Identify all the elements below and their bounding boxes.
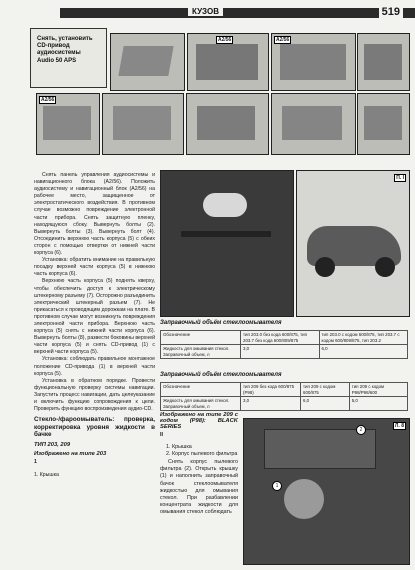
- photo-7: [186, 93, 269, 155]
- photo-engine-bay: [160, 170, 294, 317]
- device-shape: [113, 106, 171, 140]
- device-shape: [364, 44, 402, 80]
- paragraph: Установка в обратном порядке. Провести функциональную проверку системы навигации. Запустить процесс навигации, дать целеуказание и включить функцию сопровождения к цели. Проверить функцию воспроизведения аудио-CD.: [34, 377, 155, 413]
- photo-5: [36, 93, 100, 155]
- table-row: [161, 383, 408, 397]
- section-heading: Стекло-/фароомыватель: проверка, корректировка уровня жидкости в бачке: [34, 416, 155, 439]
- caption-italic: Изображено на типе 209 с кодом (P98): BLACK SERIES: [160, 412, 238, 430]
- capacity-table-2: [160, 382, 408, 411]
- table-cell: Жидкость для омывания стекол. Заправочный объем, л: [161, 397, 241, 411]
- table-cell: 5,0: [349, 397, 407, 411]
- capacity-table-1: [160, 330, 408, 359]
- table-cell: тип 209 с кодом 600/875: [301, 383, 350, 397]
- list-item: 1. Крышка: [166, 444, 192, 451]
- text-column-left: [34, 172, 155, 479]
- table-cell: тип 203.0 без кода 600/875, тип 203.7 без кода 600/809/875: [241, 331, 320, 345]
- table-cell: 3,0: [241, 397, 301, 411]
- paragraph: Установка: соблюдать правильное монтажное положение CD-привода (1) в верхней части корпуса (5).: [34, 356, 155, 377]
- photo-tag: A2/56: [41, 97, 55, 103]
- device-shape: [196, 44, 258, 80]
- car-wheel: [315, 257, 335, 277]
- table-row: [161, 345, 408, 359]
- subheading: ТИП 203, 209: [34, 441, 71, 448]
- photo-3: [271, 33, 356, 91]
- figure-caption: Снять, установить CD-привод аудиосистемы Audio 50 APS: [37, 36, 93, 64]
- section-title: КУЗОВ: [188, 7, 223, 16]
- photo-4: [357, 33, 410, 91]
- paragraph: Установка: обратить внимание на правильную посадку верхней части корпуса (5) в нижнюю часть корпуса (6).: [34, 257, 155, 278]
- list-item: 1. Крышка: [34, 472, 59, 479]
- photo-tag: П. I: [396, 175, 404, 181]
- reservoir-cap: [203, 193, 247, 217]
- table-cell: 6,0: [319, 345, 407, 359]
- list-item: 2. Корпус пылевого фильтра: [166, 451, 238, 458]
- table-caption: Заправочный объём стеклоомывателя: [160, 372, 282, 378]
- roman-numeral: II: [160, 432, 163, 438]
- page-number: 519: [379, 6, 403, 18]
- photo-9: [357, 93, 410, 155]
- table-cell: Обозначение: [161, 383, 241, 397]
- device-shape: [43, 106, 91, 140]
- photo-tag: A2/56: [218, 37, 232, 43]
- reservoir-cap: [284, 479, 324, 519]
- photo-tag: Л. 8: [394, 423, 404, 429]
- table-cell: тип 203.0 с кодом 600/875, тип 203.7 с кодом 600/809/875, тип 203.2: [319, 331, 407, 345]
- photo-8: [271, 93, 356, 155]
- photo-tag: A2/56: [276, 37, 290, 43]
- photo-car: [296, 170, 410, 317]
- device-shape: [282, 106, 342, 140]
- photo-2: [187, 33, 269, 91]
- device-shape: [280, 44, 346, 80]
- roman-numeral: 1: [34, 458, 37, 465]
- callout-number: 1: [272, 481, 282, 491]
- paragraph: Снять панель управления аудиосистемы и навигационного блока (A2/56). Положить аудиосистему и навигационный блок (A2/56) на рабочее место, защищенное от электростатического воздействия. В противном случае возможно повреждение электронной части прибора. Снять защитную пленку, находящуюся сбоку. Вывернуть болты (2). Вывернуть болты (3). Вывернуть болт (4). Отсоединить верхнюю часть корпуса (5) с обеих сторон с помощью отвертки от нижней части корпуса (6).: [34, 172, 155, 257]
- table-cell: Жидкость для омывания стекол. Заправочный объем, л: [161, 345, 241, 359]
- page-header: [0, 0, 415, 22]
- photo-6: [102, 93, 184, 155]
- subheading: Изображено на типе 203: [34, 450, 107, 457]
- table-cell: тип 209 с кодом P98/P98/600: [349, 383, 407, 397]
- car-wheel: [375, 257, 395, 277]
- table-cell: 6,0: [301, 397, 350, 411]
- text-column-right: [160, 412, 238, 516]
- table-caption: Заправочный объём стеклоомывателя: [160, 320, 282, 326]
- device-shape: [197, 106, 255, 140]
- device-shape: [118, 46, 173, 76]
- header-bar: [60, 8, 415, 18]
- table-cell: 3,0: [241, 345, 320, 359]
- callout-number: 2: [356, 425, 366, 435]
- cable: [181, 231, 271, 237]
- table-cell: Обозначение: [161, 331, 241, 345]
- paragraph: Снять корпус пылевого фильтра (2). Открыть крышку (1) и наполнить заправочный бачок стеклоомывателя жидкостью для омывания стекол. При разбавлении концентрата жидкости для омывания стекол соблюдать: [160, 459, 238, 515]
- table-cell: тип 209 без кода 600/875 (P98): [241, 383, 301, 397]
- photo-reservoir: [243, 418, 410, 565]
- photo-1: [110, 33, 185, 91]
- paragraph: Верхнюю часть корпуса (5) поднять кверху, чтобы обеспечить доступ к электрическому штекерному разъему (7). Осторожно разъединить электрический штекерный разъем (7). Не прикасаться к проводящим дорожкам на плате. В противном случае могут возникнуть повреждения электронной части прибора. Верхнюю часть корпуса (5) снять с нижней части корпуса (6). Вывернуть болты (8), развести боковины верхней части корпуса (5) и снять CD-привод (1) с верхней части корпуса (5).: [34, 278, 155, 356]
- filter-housing: [264, 429, 376, 469]
- device-shape: [364, 106, 402, 140]
- table-row: [161, 397, 408, 411]
- table-row: [161, 331, 408, 345]
